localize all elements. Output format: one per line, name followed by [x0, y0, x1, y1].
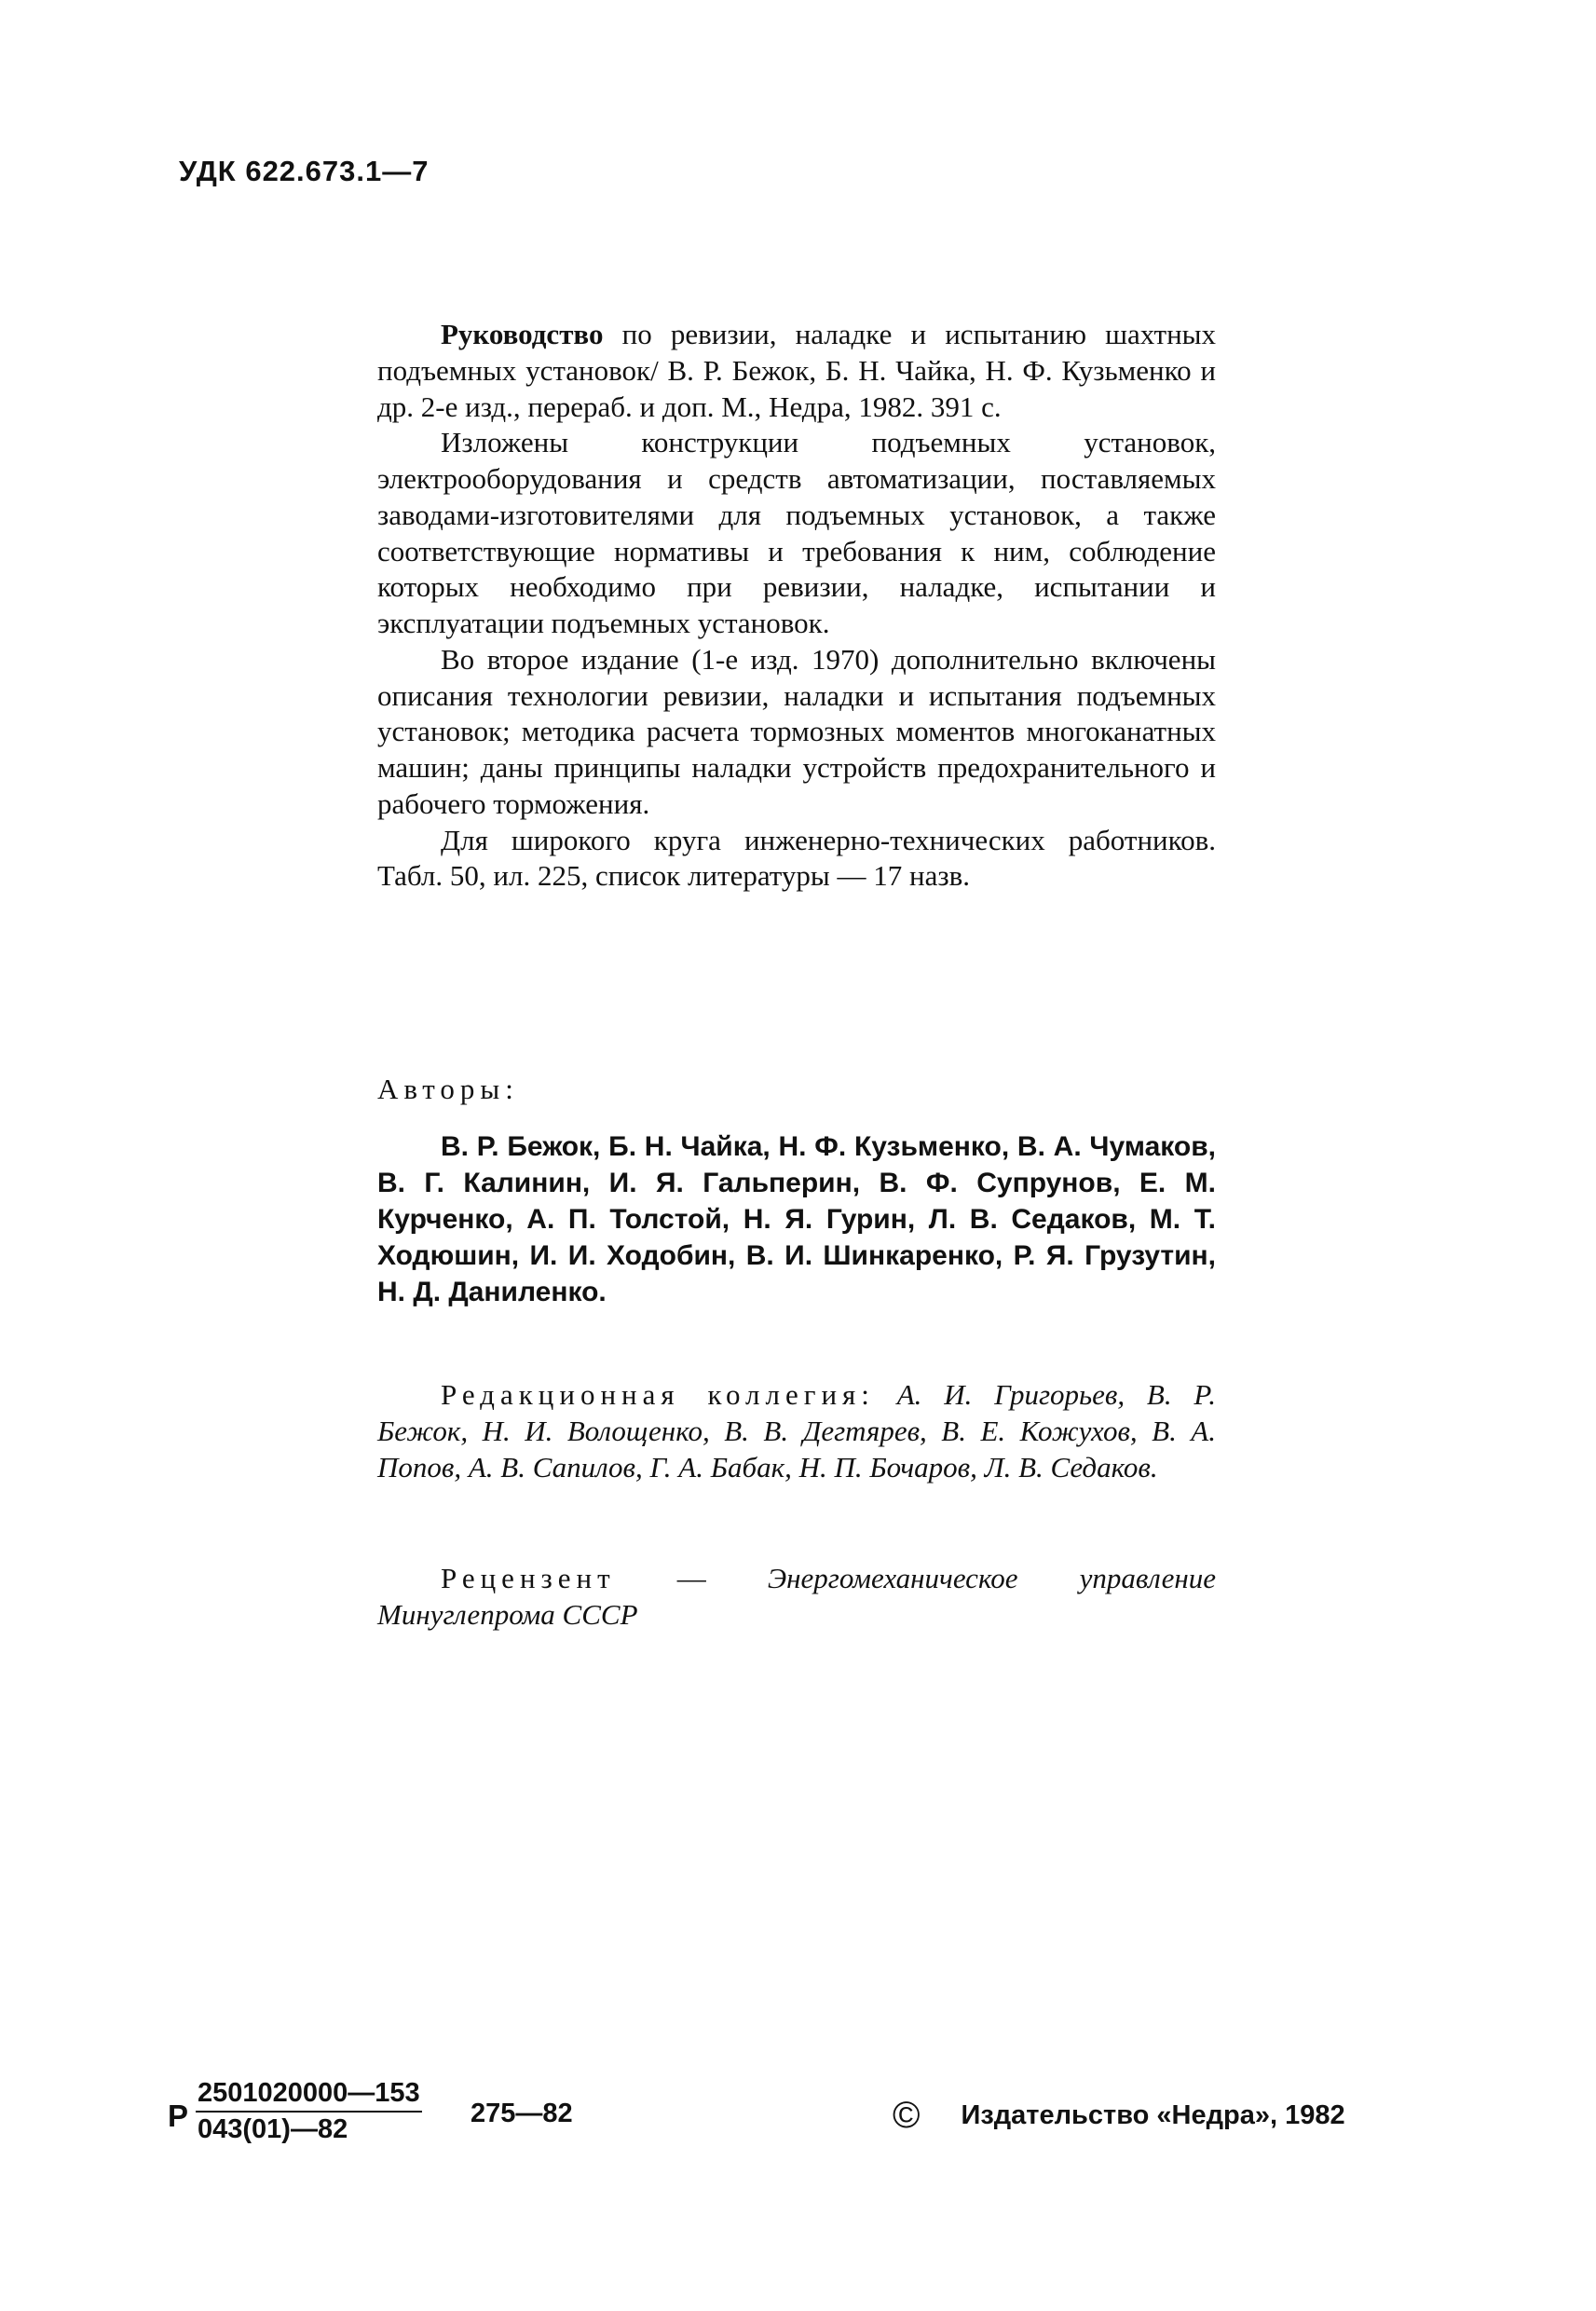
editorial-board [377, 1377, 1216, 1485]
book-title: Руководство [441, 318, 604, 350]
editors-list: А. И. Григорьев, В. Р. Бежок, Н. И. Волощенко, В. В. Дегтярев, В. Е. Кожухов, В. А. Попов, А. В. Сапилов, Г. А. Бабак, Н. П. Бочаров, Л. В. Седаков. [377, 1378, 1217, 1484]
reviewer-name: Энергомеханическое управление Минуглепрома СССР [377, 1562, 1216, 1631]
fraction-denominator: 043(01)—82 [198, 2114, 348, 2144]
abstract-paragraph-2: Во второе издание (1-е изд. 1970) дополнительно включены описания технологии ревизии, наладки и испытания подъемных установок; методика расчета тормозных моментов многоканатных машин; даны принципы наладки устройств предохранительного и рабочего торможения. [377, 642, 1216, 820]
editors-label: Редакционная коллегия: [441, 1378, 875, 1411]
reviewer-paragraph [377, 1561, 1216, 1634]
authors-label: Авторы: [377, 1073, 519, 1105]
udk-code: УДК 622.673.1—7 [179, 155, 430, 187]
editors-paragraph [377, 1377, 1216, 1485]
reviewer-section [377, 1561, 1216, 1634]
index-suffix: 275—82 [471, 2099, 573, 2128]
fraction-numerator: 2501020000—153 [196, 2078, 422, 2113]
index-letter: Р [168, 2099, 189, 2133]
bibliographic-description [377, 317, 1216, 895]
index-fraction [196, 2078, 422, 2145]
authors-section [377, 1072, 1216, 1310]
reviewer-dash: — [615, 1562, 768, 1594]
abstract-paragraph-3: Для широкого круга инженерно-технических работников. Табл. 50, ил. 225, список литературы — 17 назв. [377, 823, 1216, 893]
reviewer-label: Рецензент [441, 1562, 616, 1594]
abstract-paragraph-1: Изложены конструкции подъемных установок, электрооборудования и средств автоматизации, поставляемых заводами-изготовителями для подъемных установок, а также соответствующие нормативы и требования к ним, соблюдение которых необходимо при ревизии, наладке, испытании и эксплуатации подъемных установок. [377, 426, 1216, 639]
publisher-line: Издательство «Недра», 1982 [961, 2100, 1345, 2130]
authors-list: В. Р. Бежок, Б. Н. Чайка, Н. Ф. Кузьменко, В. А. Чумаков, В. Г. Калинин, И. Я. Гальперин, В. Ф. Супрунов, Е. М. Курченко, А. П. Толстой, Н. Я. Гурин, Л. В. Седаков, М. Т. Ходюшин, И. И. Ходобин, В. И. Шинкаренко, Р. Я. Грузутин, Н. Д. Даниленко. [377, 1130, 1216, 1307]
copyright-icon: © [893, 2095, 921, 2136]
citation-text: по ревизии, наладке и испытанию шахтных подъемных установок/ В. Р. Бежок, Б. Н. Чайка, Н. Ф. Кузьменко и др. 2-е изд., перераб. и доп. М., Недра, 1982. 391 с. [377, 318, 1216, 423]
imprint-footer [168, 2078, 1435, 2162]
citation-paragraph [377, 317, 1216, 425]
copyright-notice [893, 2095, 1345, 2137]
